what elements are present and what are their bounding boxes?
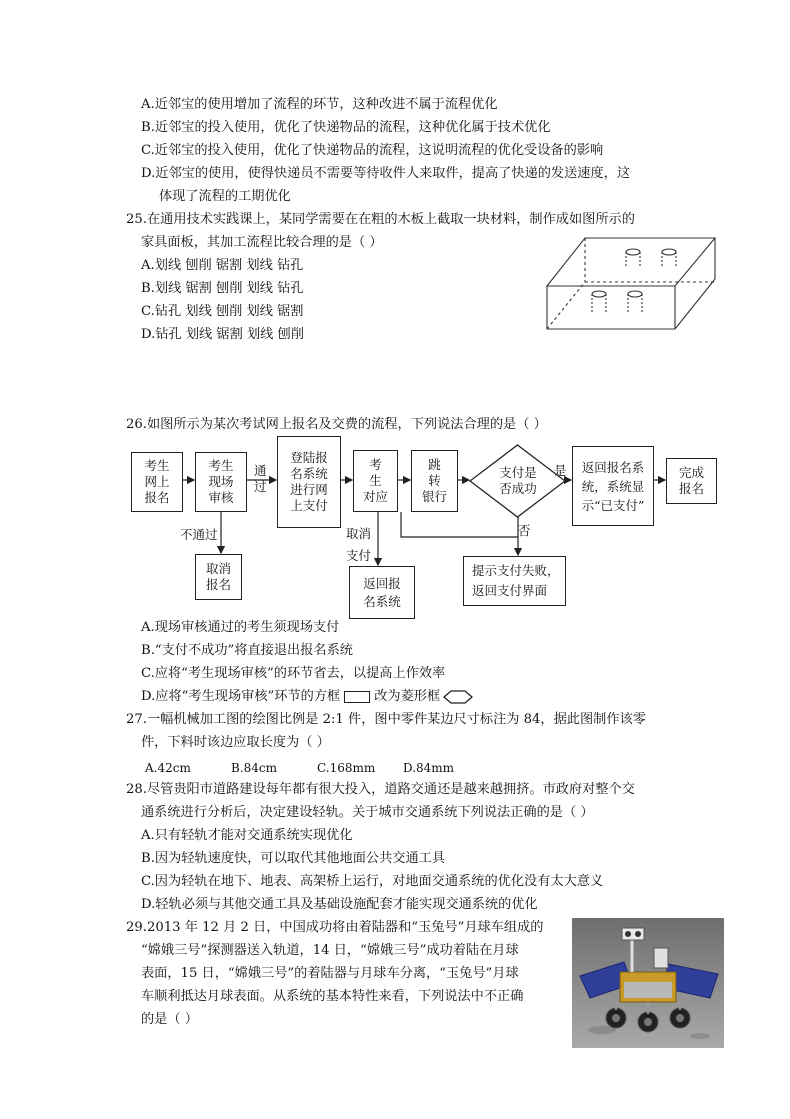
q27-option-b: B.84cm [231, 761, 278, 775]
q26-stem: 26.如图所示为某次考试网上报名及交费的流程，下列说法合理的是（ ） [126, 417, 547, 432]
q25-option-c: C.钻孔 划线 刨削 划线 锯割 [141, 304, 304, 319]
q27-option-d: D.84mm [403, 761, 455, 775]
flow-box-online-pay-text: 登陆报 名系统 进行网 上支付 [290, 450, 328, 513]
q24-option-a: A.近邻宝的使用增加了流程的环节，这种改进不属于流程优化 [141, 97, 498, 112]
q28-option-c: C.因为轻轨在地下、地表、高架桥上运行，对地面交通系统的优化没有太大意义 [141, 874, 604, 889]
flow-label-no: 否 [518, 523, 531, 538]
lunar-rover-photo [572, 918, 724, 1048]
q29-stem-line4: 车顺利抵达月球表面。从系统的基本特性来看，下列说法中不正确 [141, 989, 524, 1004]
flow-box-onsite-review-text: 考生 现场 审核 [208, 458, 234, 505]
q25-stem-line2: 家具面板，其加工流程比较合理的是（ ） [141, 235, 383, 250]
rectangle-shape-icon [344, 691, 370, 703]
q25-stem-line1: 25.在通用技术实践课上，某同学需要在在粗的木板上截取一块材料，制作成如图所示的 [126, 212, 635, 227]
q28-stem-line1: 28.尽管贵阳市道路建设每年都有很大投入，道路交通还是越来越拥挤。市政府对整个交 [126, 782, 635, 797]
flow-label-pass: 通 过 [254, 463, 267, 494]
flow-box-return-paid [572, 446, 654, 526]
q28-stem-line2: 通系统进行分析后，决定建设轻轨。关于城市交通系统下列说法正确的是（ ） [141, 805, 594, 820]
q27-stem-line2: 件，下料时该边应取长度为（ ） [141, 735, 330, 750]
flow-label-fail: 不通过 [180, 527, 218, 542]
q26-option-d [141, 688, 473, 706]
flow-box-pay-failed [463, 556, 566, 606]
q25-option-b: B.划线 锯割 刨削 划线 钻孔 [141, 281, 304, 296]
flow-box-onsite-review [195, 452, 247, 512]
flow-box-online-register-text: 考生 网上 报名 [144, 458, 170, 505]
flow-box-candidate [353, 450, 398, 512]
q28-option-d: D.轻轨必须与其他交通工具及基础设施配套才能实现交通系统的优化 [141, 897, 538, 912]
q29-stem-line3: 表面，15 日，“嫦娥三号”的着陆器与月球车分离，“玉兔号”月球 [141, 966, 519, 981]
q26-option-d-text: D.应将“考生现场审核”环节的方框 [141, 689, 341, 704]
q29-stem-line1: 29.2013 年 12 月 2 日，中国成功将由着陆器和“玉兔号”月球车组成的 [126, 920, 544, 935]
q25-option-d: D.钻孔 划线 锯割 划线 刨削 [141, 327, 304, 342]
q26-option-c: C.应将“考生现场审核”的环节省去，以提高上作效率 [141, 666, 446, 681]
flow-box-online-register [131, 452, 183, 512]
flow-box-bank [411, 450, 458, 512]
flow-box-return-system [349, 566, 415, 619]
q27-option-a: A.42cm [145, 761, 191, 775]
q28-option-b: B.因为轻轨速度快，可以取代其他地面公共交通工具 [141, 851, 446, 866]
q24-option-b: B.近邻宝的投入使用，优化了快递物品的流程，这种优化属于技术优化 [141, 120, 551, 135]
q25-option-a: A.划线 刨削 锯割 划线 钻孔 [141, 258, 304, 273]
flow-box-bank-text: 跳 转 银行 [421, 457, 447, 504]
q27-stem-line1: 27.一幅机械加工图的绘图比例是 2:1 件，图中零件某边尺寸标注为 84，据此图制作该零 [126, 712, 646, 727]
flow-box-online-pay [277, 436, 341, 528]
q24-option-d-line2: 体现了流程的工期优化 [159, 189, 291, 204]
q29-stem-line5: 的是（ ） [141, 1012, 198, 1027]
q26-option-d-mid: 改为菱形框 [374, 689, 441, 704]
flow-box-pay-failed-text: 提示支付失败， 返回支付界面 [472, 563, 560, 598]
flow-box-complete [666, 458, 717, 504]
flow-diamond-text: 支付是 否成功 [499, 465, 537, 496]
flow-box-return-system-text: 返回报 名系统 [363, 575, 401, 609]
flow-label-yes: 是 [554, 463, 567, 478]
q26-option-b: B.“支付不成功”将直接退出报名系统 [141, 643, 353, 658]
q29-stem-line2: “嫦娥三号”探测器送入轨道，14 日，“嫦娥三号”成功着陆在月球 [141, 943, 519, 958]
flow-box-complete-text: 完成 报名 [678, 465, 704, 496]
diamond-shape-icon [443, 690, 473, 704]
flow-box-cancel-register-text: 取消 报名 [205, 561, 231, 592]
flow-label-cancel-pay: 取消 支付 [346, 526, 372, 563]
flow-box-candidate-text: 考 生 对应 [362, 457, 388, 504]
q28-option-a: A.只有轻轨才能对交通系统实现优化 [141, 828, 353, 843]
q27-option-c: C.168mm [317, 761, 376, 775]
q24-option-d-line1: D.近邻宝的使用，使得快递员不需要等待收件人来取件，提高了快递的发送速度，这 [141, 166, 631, 181]
q24-option-c: C.近邻宝的投入使用，优化了快递物品的流程，这说明流程的优化受设备的影响 [141, 143, 604, 158]
flow-box-return-paid-text: 返回报名系 统，系统显 示“已支付” [581, 459, 645, 513]
flow-box-cancel-register [195, 554, 242, 600]
q26-option-a: A.现场审核通过的考生须现场支付 [141, 620, 340, 635]
